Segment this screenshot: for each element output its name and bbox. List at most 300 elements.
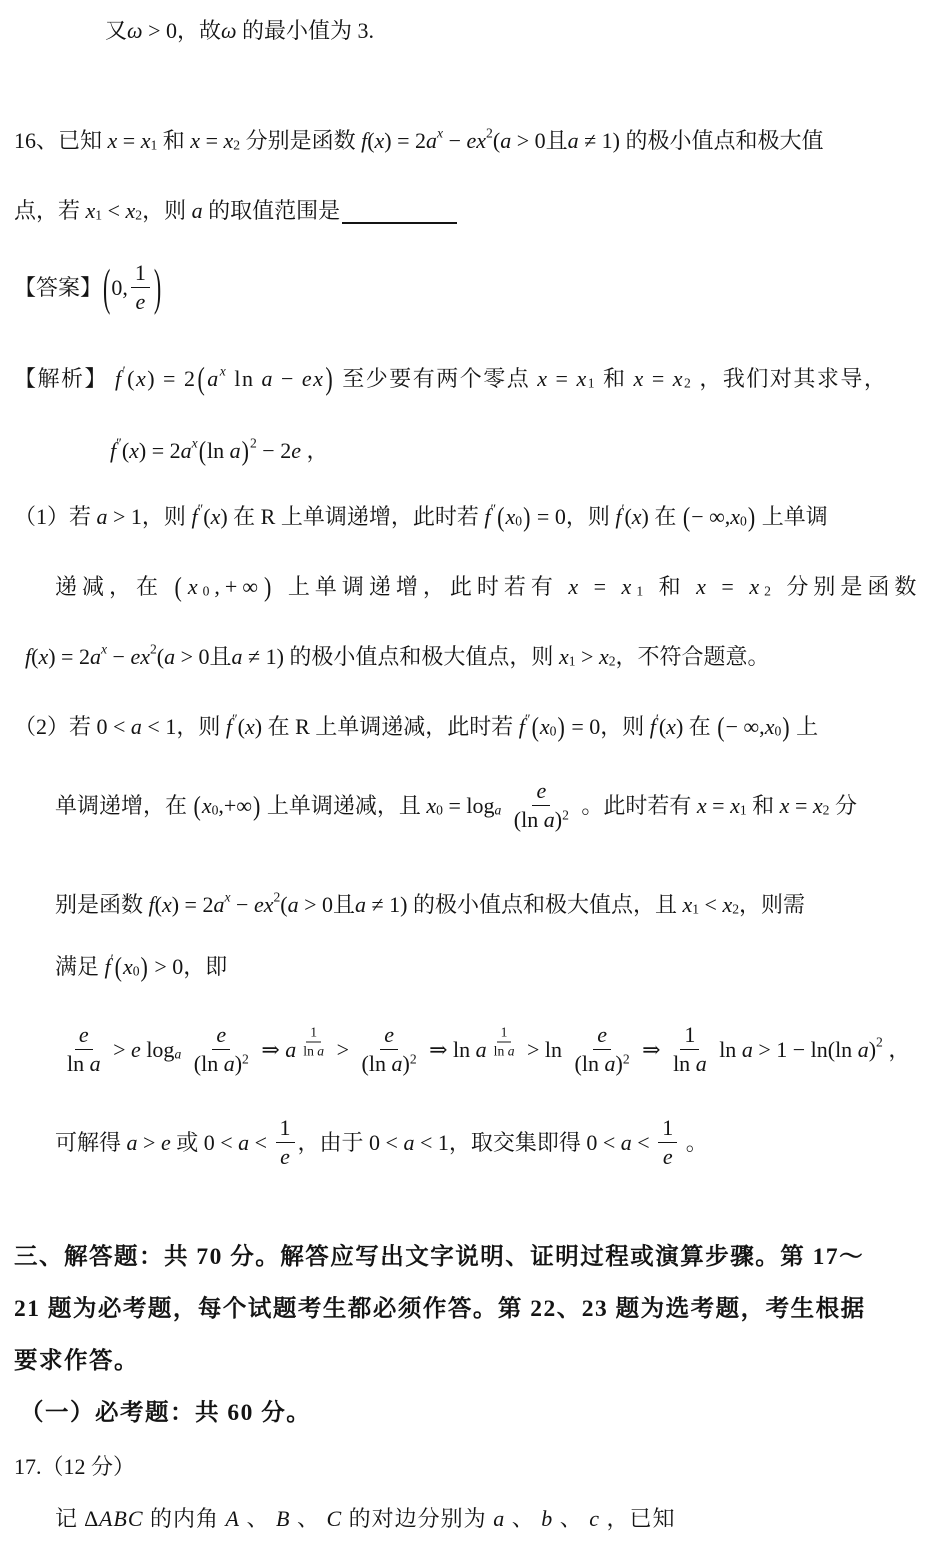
text-run: ln xyxy=(207,438,230,463)
math-var: f xyxy=(25,644,32,669)
math-var: a xyxy=(285,1037,297,1063)
text-run: ( xyxy=(154,892,162,917)
text-run: ln xyxy=(67,1051,90,1077)
text-run: ) = 2 xyxy=(171,892,214,917)
denominator xyxy=(669,1050,711,1077)
case1-line3 xyxy=(25,642,770,672)
text-run: 16、已知 xyxy=(14,128,108,153)
text-run: < xyxy=(631,1130,656,1156)
section3-header-line3 xyxy=(14,1346,139,1378)
text-run: 上单调 xyxy=(756,504,828,529)
math-var: x xyxy=(505,504,516,529)
text-run: 0 xyxy=(549,723,557,739)
math-var: x xyxy=(568,574,584,599)
text-run: > 1，则 xyxy=(107,504,192,529)
text-run: ( xyxy=(492,128,501,153)
text-run: ) xyxy=(554,807,563,833)
math-var: x xyxy=(107,128,118,153)
superscript xyxy=(220,365,228,379)
math-var: a xyxy=(213,892,225,917)
paren-group xyxy=(682,502,756,532)
text-run: 满足 xyxy=(55,954,105,979)
denominator xyxy=(299,1043,328,1060)
text-run: 1 xyxy=(95,207,103,223)
superscript xyxy=(150,643,157,657)
paren-content xyxy=(726,712,782,742)
numerator xyxy=(380,1022,398,1050)
text-run: 2 xyxy=(608,653,616,669)
math-var: x xyxy=(633,366,645,391)
text-run: = log xyxy=(442,793,495,819)
question16-line2 xyxy=(14,196,457,226)
text-run: 1 xyxy=(150,137,158,153)
text-run: 和 xyxy=(746,793,780,819)
paren-group xyxy=(174,572,278,602)
text-run: ， xyxy=(300,438,329,463)
text-run: (ln xyxy=(193,1051,224,1077)
text-run: − xyxy=(443,128,467,153)
text-run: ( xyxy=(31,644,39,669)
text-run: ( xyxy=(127,366,136,391)
text-run: ，则需 xyxy=(739,892,806,917)
math-var: a xyxy=(857,1037,869,1063)
math-var: B xyxy=(276,1506,291,1531)
text-run: 至少要有两个零点 xyxy=(335,366,538,391)
text-run: 上单调递增，此时若有 xyxy=(277,574,569,599)
math-var: a xyxy=(543,807,555,833)
open-paren: ( xyxy=(174,570,187,602)
paren-content xyxy=(202,791,252,821)
text-run: （一）必考题：共 60 分。 xyxy=(20,1400,312,1426)
math-var: a xyxy=(507,1043,515,1059)
text-run: 2 xyxy=(149,641,157,657)
math-var: f xyxy=(615,504,622,529)
fraction xyxy=(658,1115,677,1171)
numerator xyxy=(131,260,150,288)
math-var: a xyxy=(89,644,101,669)
text-run: ′ xyxy=(655,711,659,727)
text-run: 0 xyxy=(774,723,782,739)
math-var: a xyxy=(317,1043,325,1059)
text-run: 2 xyxy=(684,375,693,391)
text-run: (ln xyxy=(361,1051,392,1077)
text-run: = xyxy=(710,574,750,599)
paren-group xyxy=(102,257,162,316)
text-run: 2 xyxy=(764,583,776,599)
math-var: e xyxy=(131,1037,141,1063)
math-var: ABC xyxy=(98,1506,144,1531)
text-run: 分别是函数 xyxy=(240,128,362,153)
subscript xyxy=(203,584,215,598)
subscript xyxy=(684,376,692,390)
math-var: x xyxy=(122,954,133,979)
text-run: = xyxy=(583,574,622,599)
close-paren: ) xyxy=(153,257,162,316)
superscript xyxy=(562,809,569,823)
text-run: 2 xyxy=(273,889,281,905)
close-paren: ) xyxy=(782,710,790,742)
text-run: 21 题为必考题，每个试题考生都必须作答。第 22、23 题为选考题，考生根据 xyxy=(14,1296,866,1322)
superscript xyxy=(656,713,659,727)
math-var: a xyxy=(229,438,241,463)
text-run: − ∞, xyxy=(691,504,731,529)
math-var: e xyxy=(291,438,301,463)
text-run: − 2 xyxy=(256,438,292,463)
text-run: 2 xyxy=(242,1051,249,1067)
math-var: x xyxy=(140,644,150,669)
close-paren: ) xyxy=(264,570,277,602)
text-run: ln xyxy=(303,1043,318,1059)
math-var: x xyxy=(129,438,139,463)
text-run: ⇒ xyxy=(255,1037,286,1063)
text-run: 别是函数 xyxy=(55,892,149,917)
subscript xyxy=(436,803,443,817)
fraction xyxy=(299,1025,328,1061)
question17-header xyxy=(14,1452,135,1482)
text-run: 2 xyxy=(486,125,493,141)
omega-min-value-line xyxy=(105,16,374,46)
subscript xyxy=(494,803,501,817)
math-var: e xyxy=(466,128,477,153)
paren-content xyxy=(123,952,140,982)
math-var: f xyxy=(225,714,232,739)
open-paren: ( xyxy=(682,500,691,532)
math-var: x xyxy=(696,793,707,819)
text-run: ，我们对其求导， xyxy=(692,366,888,391)
text-run: ( xyxy=(203,504,211,529)
math-var: a xyxy=(261,366,274,391)
text-run: ，则 xyxy=(142,198,192,223)
text-run: 分别是函数 xyxy=(775,574,922,599)
math-var: x xyxy=(598,644,609,669)
denominator xyxy=(571,1050,634,1077)
math-var: x xyxy=(223,128,234,153)
subscript xyxy=(764,584,776,598)
math-var: a xyxy=(741,1037,753,1063)
math-var: x xyxy=(224,889,231,905)
math-var: f xyxy=(484,504,491,529)
text-run: > xyxy=(107,1037,132,1063)
text-run: ) 在 R 上单调递增，此时若 xyxy=(220,504,485,529)
math-var: x xyxy=(537,366,549,391)
paren-content xyxy=(540,712,557,742)
math-var: x xyxy=(100,641,108,657)
math-var: a xyxy=(89,1051,101,1077)
text-run: ) xyxy=(402,1051,410,1077)
text-run: ) xyxy=(234,1051,243,1077)
text-run: 2 xyxy=(876,1034,883,1050)
subscript xyxy=(515,514,522,528)
paren-group xyxy=(531,712,566,742)
text-run: ≠ 1) 的极小值点和极大值点，则 xyxy=(242,644,559,669)
paren-content xyxy=(691,502,747,532)
math-var: ω xyxy=(220,18,237,43)
numerator xyxy=(593,1022,611,1050)
math-var: a xyxy=(391,1051,403,1077)
case2-line2 xyxy=(55,778,857,834)
math-var: a xyxy=(174,1046,182,1062)
derivation-chain xyxy=(60,1022,910,1078)
text-run: 、 xyxy=(553,1506,590,1531)
text-run: 、 xyxy=(240,1506,277,1531)
subscript xyxy=(150,138,157,152)
math-var: x xyxy=(244,714,255,739)
text-run: > xyxy=(331,1037,355,1063)
subscript xyxy=(212,803,219,817)
text-run: 1 xyxy=(568,653,576,669)
text-run: 1 xyxy=(636,583,649,599)
subscript xyxy=(609,654,616,668)
math-var: a xyxy=(620,1130,632,1156)
subscript xyxy=(740,514,747,528)
text-run: > 0，故 xyxy=(142,18,221,43)
math-var: x xyxy=(666,714,676,739)
math-var: e xyxy=(78,1022,89,1047)
math-var: x xyxy=(722,892,733,917)
text-run: = xyxy=(548,366,577,391)
text-run: 0 xyxy=(436,802,443,818)
paren-content xyxy=(207,436,241,466)
math-var: x xyxy=(672,366,684,391)
denominator xyxy=(659,1143,677,1170)
math-var: a xyxy=(567,128,579,153)
superscript xyxy=(487,1025,522,1061)
text-run: ( xyxy=(624,504,632,529)
subscript xyxy=(588,376,596,390)
section3-header-line2 xyxy=(14,1294,866,1326)
text-run: ) 在 xyxy=(675,714,717,739)
fraction xyxy=(131,260,150,316)
math-var: x xyxy=(621,574,637,599)
math-var: b xyxy=(541,1506,554,1531)
denominator xyxy=(63,1050,105,1077)
text-run: ( xyxy=(121,438,130,463)
text-run: 又 xyxy=(105,18,128,43)
text-run: 0 xyxy=(515,513,523,529)
conclusion-line xyxy=(55,1115,708,1171)
text-run: （1）若 xyxy=(14,504,97,529)
superscript xyxy=(486,127,493,141)
math-var: x xyxy=(125,198,136,223)
math-var: a xyxy=(287,892,299,917)
fraction xyxy=(276,1115,295,1171)
text-run: 【答案】 xyxy=(14,275,103,301)
text-run: 和 xyxy=(596,366,634,391)
paren-content xyxy=(207,364,324,394)
math-var: f xyxy=(110,438,117,463)
text-run: ) xyxy=(615,1051,623,1077)
text-run: = 0，则 xyxy=(565,714,650,739)
text-run: − ∞, xyxy=(725,714,765,739)
text-run: 单调递增，在 xyxy=(55,793,193,819)
math-var: e xyxy=(662,1144,673,1170)
open-paren: ( xyxy=(531,710,539,742)
subscript xyxy=(133,964,140,978)
paren-group xyxy=(198,436,250,466)
text-run: ″ xyxy=(116,435,122,451)
text-run: ，已知 xyxy=(599,1506,676,1531)
superscript xyxy=(101,643,107,657)
text-run: 可解得 xyxy=(55,1130,127,1156)
text-run: ) = 2 xyxy=(138,438,181,463)
math-var: f xyxy=(518,714,525,739)
text-run: 2 xyxy=(135,207,143,223)
math-var: f xyxy=(361,128,368,153)
text-run: ln xyxy=(227,366,262,391)
text-run: 记 ∆ xyxy=(55,1506,99,1531)
math-var: x xyxy=(730,793,740,819)
math-var: a xyxy=(164,644,176,669)
question17-line1 xyxy=(55,1504,676,1534)
subscript xyxy=(732,902,739,916)
denominator xyxy=(510,806,573,833)
text-run: 0 xyxy=(132,963,140,979)
math-var: a xyxy=(191,198,203,223)
denominator xyxy=(358,1050,421,1077)
paren-group xyxy=(193,791,262,821)
math-var: e xyxy=(301,366,314,391)
text-run: 2 xyxy=(249,435,257,451)
math-var: a xyxy=(494,802,502,818)
math-var: a xyxy=(126,1130,138,1156)
text-run: 1 xyxy=(692,901,700,917)
superscript xyxy=(410,1053,417,1067)
numerator xyxy=(212,1022,230,1050)
text-run: − xyxy=(273,366,302,391)
fraction xyxy=(571,1022,634,1078)
superscript xyxy=(621,503,624,517)
case2-line4 xyxy=(55,952,227,982)
answer-line xyxy=(14,257,162,316)
open-paren: ( xyxy=(497,500,505,532)
math-var: a xyxy=(207,366,220,391)
text-run: 和 xyxy=(648,574,697,599)
text-run: 递减，在 xyxy=(55,574,174,599)
text-run: ) = 2 xyxy=(147,366,197,391)
math-var: x xyxy=(576,366,588,391)
subscript xyxy=(135,208,142,222)
question16-line1 xyxy=(14,126,824,156)
superscript xyxy=(273,891,280,905)
subscript xyxy=(692,902,699,916)
answer-blank xyxy=(342,199,457,224)
text-run: > 1 − ln(ln xyxy=(752,1037,858,1063)
text-run: ″ xyxy=(490,501,497,517)
math-var: x xyxy=(313,366,325,391)
subscript xyxy=(823,803,830,817)
math-var: a xyxy=(96,504,108,529)
text-run: = 0，则 xyxy=(531,504,616,529)
math-var: e xyxy=(384,1022,394,1047)
math-var: x xyxy=(85,198,96,223)
text-run: 和 xyxy=(157,128,191,153)
math-var: e xyxy=(216,1022,227,1047)
fraction xyxy=(490,1025,519,1061)
part1-header xyxy=(20,1398,311,1430)
math-var: a xyxy=(403,1130,415,1156)
math-var: x xyxy=(558,644,569,669)
math-var: a xyxy=(475,1037,487,1063)
subscript xyxy=(569,654,576,668)
text-run: 0 xyxy=(740,513,747,529)
denominator xyxy=(276,1143,294,1170)
subscript xyxy=(636,584,648,598)
math-var: a xyxy=(355,892,367,917)
math-var: C xyxy=(326,1506,343,1531)
text-run: > xyxy=(575,644,599,669)
text-run: 2 xyxy=(822,802,830,818)
text-run: ′ xyxy=(621,501,625,517)
text-run: − xyxy=(107,644,131,669)
math-var: x xyxy=(38,644,49,669)
text-run: 上 xyxy=(790,714,819,739)
close-paren: ) xyxy=(241,434,249,466)
close-paren: ) xyxy=(557,710,565,742)
text-run: (ln xyxy=(574,1051,605,1077)
math-var: x xyxy=(161,892,172,917)
text-run: 的内角 xyxy=(143,1506,226,1531)
math-var: e xyxy=(160,1130,171,1156)
case1-line1 xyxy=(14,502,828,532)
text-run: > ln xyxy=(521,1037,568,1063)
numerator xyxy=(75,1022,93,1050)
section3-header-line1 xyxy=(14,1242,864,1274)
superscript xyxy=(876,1036,883,1050)
text-run: 1 xyxy=(134,260,146,285)
case2-line1 xyxy=(14,712,818,742)
math-var: x xyxy=(696,574,711,599)
fraction xyxy=(669,1022,711,1078)
numerator xyxy=(306,1025,321,1043)
math-var: x xyxy=(191,435,198,451)
math-var: x xyxy=(187,574,203,599)
close-paren: ) xyxy=(325,359,335,397)
math-var: a xyxy=(604,1051,616,1077)
text-run: log xyxy=(140,1037,175,1063)
fraction xyxy=(510,778,573,834)
text-run: ) xyxy=(868,1037,877,1063)
close-paren: ) xyxy=(140,950,148,982)
text-run: ″ xyxy=(524,711,531,727)
subscript xyxy=(740,803,747,817)
text-run: < xyxy=(699,892,723,917)
numerator xyxy=(532,778,550,806)
paren-content xyxy=(188,572,263,602)
text-run: = xyxy=(200,128,224,153)
subscript xyxy=(774,724,781,738)
math-var: A xyxy=(225,1506,240,1531)
open-paren: ( xyxy=(198,434,207,466)
denominator xyxy=(490,1043,519,1060)
text-run: > xyxy=(137,1130,161,1156)
math-var: a xyxy=(180,438,192,463)
math-var: ω xyxy=(127,18,143,43)
text-run: 1 xyxy=(500,1024,508,1040)
text-run: 2 xyxy=(233,137,241,153)
math-var: x xyxy=(263,892,274,917)
text-run: > 0，即 xyxy=(148,954,228,979)
text-run: > 0且 xyxy=(175,644,232,669)
numerator xyxy=(680,1022,699,1050)
superscript xyxy=(242,1053,249,1067)
math-var: x xyxy=(730,504,741,529)
text-run: < xyxy=(102,198,126,223)
text-run: 的取值范围是 xyxy=(202,198,341,223)
math-var: a xyxy=(231,644,243,669)
math-var: f xyxy=(649,714,656,739)
fraction xyxy=(63,1022,105,1078)
math-var: x xyxy=(812,793,823,819)
